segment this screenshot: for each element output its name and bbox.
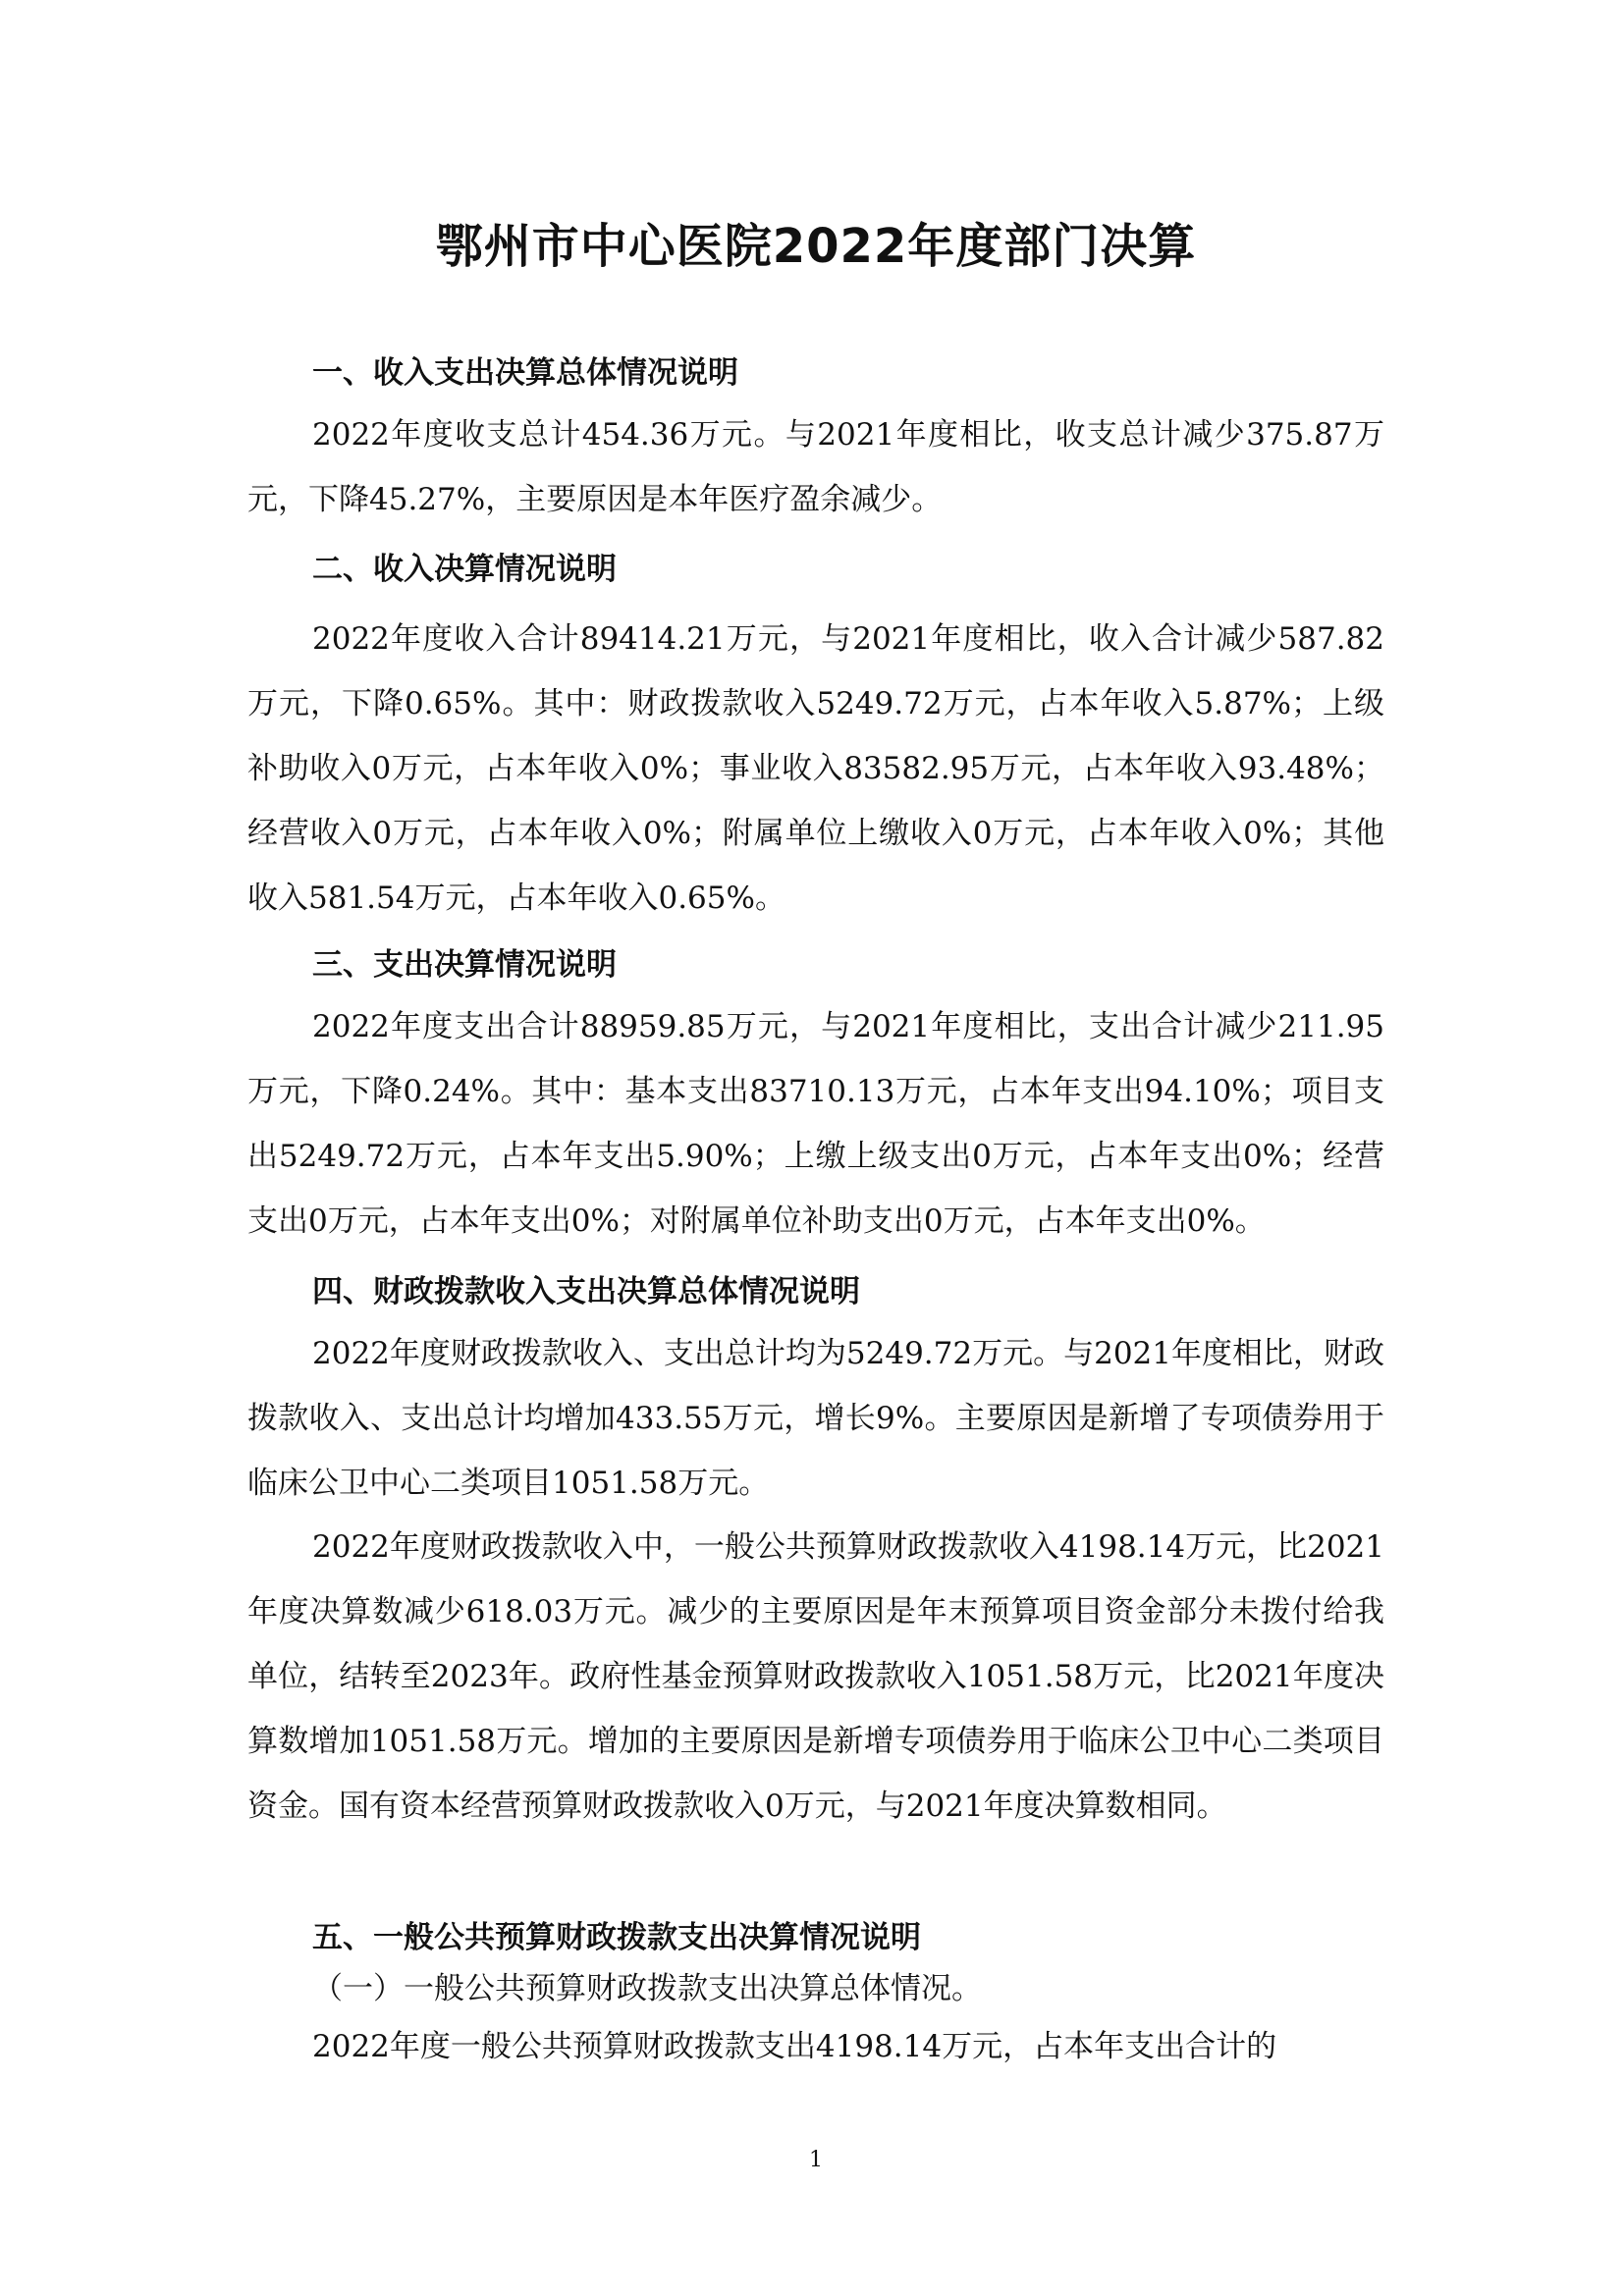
paragraph: 2022年度财政拨款收入、支出总计均为5249.72万元。与2021年度相比，财政拨款收入、支出总计均增加433.55万元，增长9%。主要原因是新增了专项债券用于临床公卫中心二类项目1051.58万元。	[247, 1336, 1384, 1501]
section-heading-2: 二、收入决算情况说明	[312, 552, 617, 587]
paragraph: 2022年度收支总计454.36万元。与2021年度相比，收支总计减少375.87万元，下降45.27%，主要原因是本年医疗盈余减少。	[247, 417, 1384, 517]
section-heading-1: 一、收入支出决算总体情况说明	[312, 355, 738, 391]
subsection-heading: （一）一般公共预算财政拨款支出决算总体情况。	[312, 1971, 982, 2006]
page-title: 鄂州市中心医院2022年度部门决算	[435, 219, 1197, 274]
section-heading-3: 三、支出决算情况说明	[312, 947, 617, 983]
paragraph: 2022年度一般公共预算财政拨款支出4198.14万元，占本年支出合计的	[312, 2029, 1277, 2064]
paragraph: 2022年度收入合计89414.21万元，与2021年度相比，收入合计减少587.82万元，下降0.65%。其中：财政拨款收入5249.72万元，占本年收入5.87%；上级补助收入0万元，占本年收入0%；事业收入83582.95万元，占本年收入93.48%；经营收入0万元，占本年收入0%；附属单位上缴收入0万元，占本年收入0%；其他收入581.54万元，占本年收入0.65%。	[247, 621, 1384, 916]
section-heading-5: 五、一般公共预算财政拨款支出决算情况说明	[312, 1920, 921, 1955]
section-heading-4: 四、财政拨款收入支出决算总体情况说明	[312, 1274, 860, 1309]
paragraph: 2022年度财政拨款收入中，一般公共预算财政拨款收入4198.14万元，比2021年度决算数减少618.03万元。减少的主要原因是年末预算项目资金部分未拨付给我单位，结转至2023年。政府性基金预算财政拨款收入1051.58万元，比2021年度决算数增加1051.58万元。增加的主要原因是新增专项债券用于临床公卫中心二类项目资金。国有资本经营预算财政拨款收入0万元，与2021年度决算数相同。	[247, 1529, 1384, 1824]
page-number: 1	[809, 2148, 823, 2172]
paragraph: 2022年度支出合计88959.85万元，与2021年度相比，支出合计减少211.95万元，下降0.24%。其中：基本支出83710.13万元，占本年支出94.10%；项目支出5249.72万元，占本年支出5.90%；上缴上级支出0万元，占本年支出0%；经营支出0万元，占本年支出0%；对附属单位补助支出0万元，占本年支出0%。	[247, 1009, 1384, 1239]
